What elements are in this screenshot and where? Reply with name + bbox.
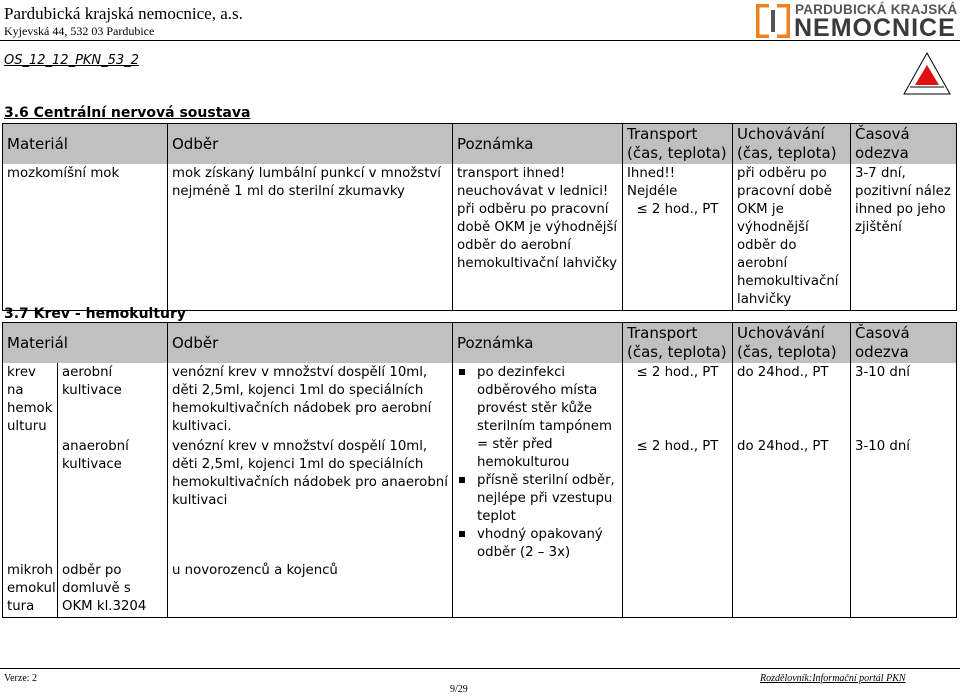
col-odber: Odběr [168, 124, 453, 165]
cell-poznamka: transport ihned! neuchovávat v lednici! při odběru po pracovní době OKM je výhodnější odběr do aerobní hemokultivační lahvičky [453, 164, 623, 311]
col2-poznamka: Poznámka [453, 323, 623, 364]
col-material: Materiál [3, 124, 168, 165]
transport-aerobni: ≤ 2 hod., PT [623, 363, 733, 437]
logo-text-top: PARDUBICKÁ KRAJSKÁ [795, 2, 958, 17]
col-poznamka: Poznámka [453, 124, 623, 165]
cns-table [2, 123, 957, 311]
col2-transport: Transport (čas, teplota) [623, 323, 733, 364]
col2-odber: Odběr [168, 323, 453, 364]
uchovavani-aerobni: do 24hod., PT [733, 363, 851, 437]
cell-transport [623, 164, 733, 311]
odezva-aerobni: 3-10 dní [851, 363, 957, 437]
section-title-blood: 3.7 Krev - hemokultury [4, 306, 187, 322]
blood-table [2, 322, 957, 618]
sub-aerobni: aerobní kultivace [58, 363, 168, 437]
notes-cell [453, 363, 623, 618]
footer-page: 9/29 [450, 684, 468, 695]
footer-distribution: Rozdělovník:Informační portál PKN [760, 673, 906, 684]
uchovavani-anaerobni: do 24hod., PT [733, 437, 851, 561]
org-address: Kyjevská 44, 532 03 Pardubice [4, 24, 155, 38]
col2-material: Materiál [3, 323, 168, 364]
transport-line1: Ihned!! Nejdéle [627, 166, 678, 199]
odber-novorozenci: u novorozenců a kojenců [168, 561, 453, 618]
note-item: vhodný opakovaný odběr (2 – 3x) [457, 526, 618, 562]
footer-version: Verze: 2 [4, 673, 38, 684]
uchovavani-empty [733, 561, 851, 618]
cell-odber: mok získaný lumbální punkcí v množství nejméně 1 ml do sterilní zkumavky [168, 164, 453, 311]
col-odezva: Časová odezva [851, 124, 957, 165]
notes-list [457, 364, 618, 562]
sub-anaerobni: anaerobní kultivace [58, 437, 168, 561]
col2-odezva: Časová odezva [851, 323, 957, 364]
note-item: přísně sterilní odběr, nejlépe při vzestupu teplot [457, 472, 618, 526]
transport-empty [623, 561, 733, 618]
group-mikrohemokultura: mikroh emokul tura [3, 561, 58, 618]
doc-code: OS_12_12_PKN_53_2 [4, 53, 139, 68]
footer-divider [0, 668, 960, 669]
cell-material: mozkomíšní mok [3, 164, 168, 311]
col-uchovavani: Uchovávání (čas, teplota) [733, 124, 851, 165]
transport-line2: ≤ 2 hod., PT [636, 202, 719, 217]
odber-anaerobni: venózní krev v množství dospělí 10ml, děti 2,5ml, kojenci 1ml do speciálních hemokultivačních nádobek pro anaerobní kultivaci [168, 437, 453, 561]
warning-triangle-icon [902, 51, 952, 96]
cell-uchovavani: při odběru po pracovní době OKM je výhodnější odběr do aerobní hemokultivační lahvičky [733, 164, 851, 311]
sub-domluva: odběr po domluvě s OKM kl.3204 [58, 561, 168, 618]
odezva-empty [851, 561, 957, 618]
odber-aerobni: venózní krev v množství dospělí 10ml, děti 2,5ml, kojenci 1ml do speciálních hemokultivačních nádobek pro aerobní kultivaci. [168, 363, 453, 437]
odezva-anaerobni: 3-10 dní [851, 437, 957, 561]
hospital-logo-icon [756, 4, 790, 38]
cell-odezva: 3-7 dní, pozitivní nález ihned po jeho zjištění [851, 164, 957, 311]
group-krev: krev na hemok ulturu [3, 363, 58, 561]
org-name: Pardubická krajská nemocnice, a.s. [4, 4, 243, 23]
transport-anaerobni: ≤ 2 hod., PT [623, 437, 733, 561]
col-transport: Transport (čas, teplota) [623, 124, 733, 165]
col2-uchovavani: Uchovávání (čas, teplota) [733, 323, 851, 364]
note-item: po dezinfekci odběrového místa provést stěr kůže sterilním tampónem = stěr před hemokulturou [457, 364, 618, 472]
logo-text-main: NEMOCNICE [794, 14, 956, 42]
section-title-cns: 3.6 Centrální nervová soustava [4, 105, 251, 121]
